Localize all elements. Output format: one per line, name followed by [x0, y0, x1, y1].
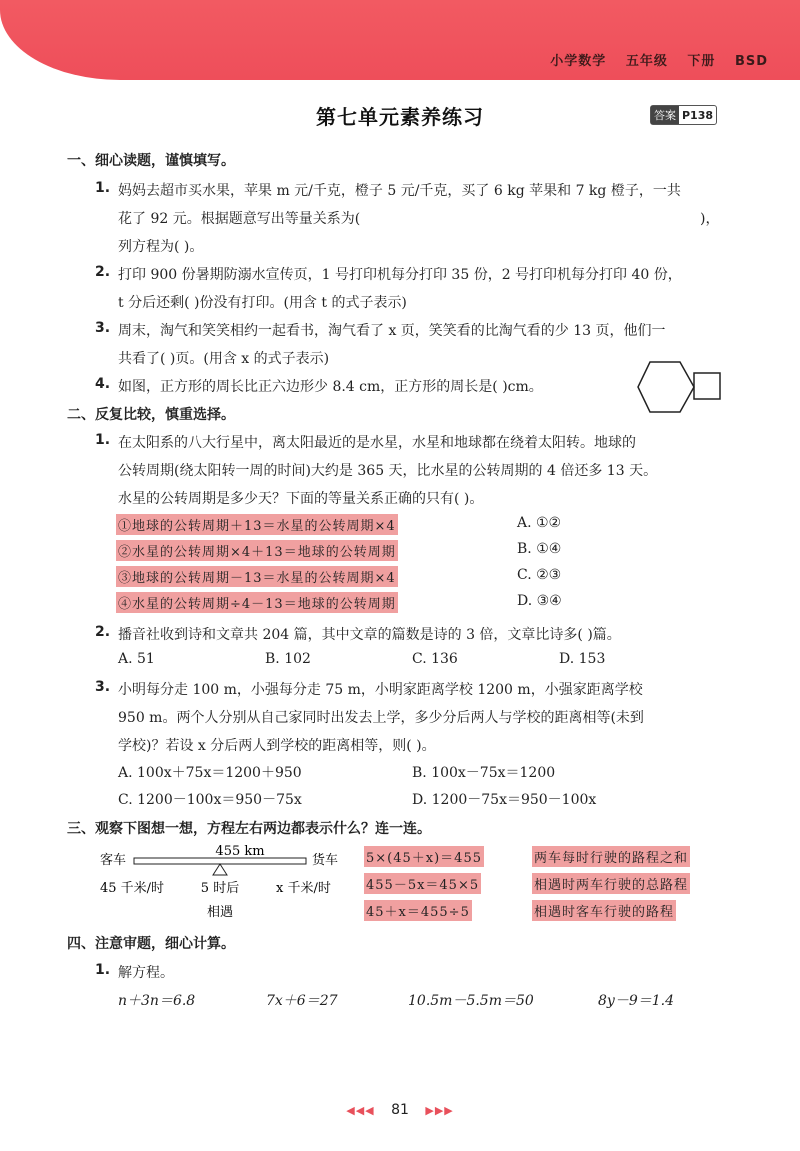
- q1-4-line-1: 如图，正方形的周长比正六边形少 8.4 cm，正方形的周长是( )cm。: [118, 379, 543, 395]
- distance-label: 455 km: [215, 844, 265, 859]
- q1-3-line-1: 周末，淘气和笑笑相约一起看书，淘气看了 x 页，笑笑看的比淘气看的少 13 页，他们一: [118, 323, 666, 339]
- q1-3-number: 3.: [95, 320, 111, 336]
- header-meta: [536, 50, 768, 69]
- q2-2-option-a[interactable]: A. 51: [118, 651, 155, 667]
- solve-eq-2: 7x＋6＝27: [266, 993, 338, 1009]
- q2-3-option-c[interactable]: C. 1200－100x＝950－75x: [118, 792, 302, 808]
- solve-eq-4: 8y－9＝1.4: [598, 993, 674, 1009]
- choice-d[interactable]: D. ③④: [517, 593, 562, 609]
- q1-2-line-2: t 分后还剩( )份没有打印。(用含 t 的式子表示): [118, 295, 407, 311]
- bus-label: 客车: [100, 853, 127, 868]
- meaning-1[interactable]: 两车每时行驶的路程之和: [532, 846, 690, 867]
- equation-2[interactable]: 455－5x＝45×5: [364, 873, 481, 894]
- relation-4: ④水星的公转周期÷4－13＝地球的公转周期: [116, 592, 398, 613]
- q1-4-number: 4.: [95, 376, 111, 392]
- choice-a[interactable]: A. ①②: [517, 515, 562, 531]
- q2-1-number: 1.: [95, 432, 111, 448]
- next-arrows-icon: ▶▶▶: [425, 1104, 454, 1117]
- q1-1-line-1: 妈妈去超市买水果，苹果 m 元/千克，橙子 5 元/千克，买了 6 kg 苹果和 7 kg 橙子，一共: [118, 183, 681, 199]
- q2-1-line-1: 在太阳系的八大行星中，离太阳最近的是水星，水星和地球都在绕着太阳转。地球的: [118, 435, 636, 451]
- relation-3: ③地球的公转周期－13＝水星的公转周期×4: [116, 566, 398, 587]
- q1-1-number: 1.: [95, 180, 111, 196]
- subject-label: 小学数学: [550, 54, 607, 69]
- equation-3[interactable]: 45＋x＝455÷5: [364, 900, 472, 921]
- q2-3-option-a[interactable]: A. 100x＋75x＝1200＋950: [118, 765, 302, 781]
- q1-1-line-2: 花了 92 元。根据题意写出等量关系为(: [118, 211, 361, 227]
- section-3-heading: 三、观察下图想一想，方程左右两边都表示什么？连一连。: [67, 821, 431, 837]
- truck-speed-label: x 千米/时: [276, 881, 331, 896]
- choice-b[interactable]: B. ①④: [517, 541, 562, 557]
- time-label: 5 时后: [200, 881, 240, 896]
- answer-label: 答案: [651, 106, 679, 124]
- relation-1: ①地球的公转周期＋13＝水星的公转周期×4: [116, 514, 398, 535]
- relation-2: ②水星的公转周期×4＋13＝地球的公转周期: [116, 540, 398, 561]
- q1-1-line-3: 列方程为( )。: [118, 239, 204, 255]
- meet-label: 相遇: [206, 905, 234, 920]
- choice-c[interactable]: C. ②③: [517, 567, 562, 583]
- answer-badge[interactable]: [650, 105, 717, 125]
- solve-eq-1: n＋3n＝6.8: [118, 993, 196, 1009]
- q1-2-line-1: 打印 900 份暑期防溺水宣传页，1 号打印机每分打印 35 份，2 号打印机每分打印 40 份，: [118, 267, 682, 283]
- page-footer: [0, 1102, 800, 1118]
- q2-3-option-b[interactable]: B. 100x－75x＝1200: [412, 765, 556, 781]
- answer-page: P138: [682, 108, 714, 122]
- q2-2-number: 2.: [95, 624, 111, 640]
- q4-1-line-1: 解方程。: [118, 965, 174, 981]
- page-number: 81: [391, 1102, 409, 1118]
- q2-2-line-1: 播音社收到诗和文章共 204 篇，其中文章的篇数是诗的 3 倍，文章比诗多( )篇。: [118, 627, 621, 643]
- meeting-point-marker: [213, 864, 227, 875]
- section-4-heading: 四、注意审题，细心计算。: [67, 936, 235, 952]
- q4-1-number: 1.: [95, 962, 111, 978]
- q2-3-option-d[interactable]: D. 1200－75x＝950－100x: [412, 792, 597, 808]
- q1-2-number: 2.: [95, 264, 111, 280]
- q2-1-line-3: 水星的公转周期是多少天？下面的等量关系正确的只有( )。: [118, 491, 484, 507]
- section-1-heading: 一、细心读题，谨慎填写。: [67, 153, 235, 169]
- prev-arrows-icon: ◀◀◀: [346, 1104, 375, 1117]
- meaning-2[interactable]: 相遇时两车行驶的总路程: [532, 873, 690, 894]
- q2-2-option-b[interactable]: B. 102: [265, 651, 311, 667]
- bus-speed-label: 45 千米/时: [100, 881, 165, 896]
- q2-3-line-3: 学校)？若设 x 分后两人到学校的距离相等，则( )。: [118, 738, 436, 754]
- equation-1[interactable]: 5×(45＋x)＝455: [364, 846, 484, 867]
- meeting-diagram: [100, 842, 360, 922]
- q2-3-line-2: 950 m。两个人分别从自己家同时出发去上学，多少分后两人与学校的距离相等(未到: [118, 710, 644, 726]
- section-2-heading: 二、反复比较，慎重选择。: [67, 407, 235, 423]
- q2-2-option-d[interactable]: D. 153: [559, 651, 606, 667]
- page-title: 第七单元素养练习: [316, 105, 484, 129]
- hexagon-shape: [638, 362, 694, 412]
- solve-eq-3: 10.5m－5.5m＝50: [408, 993, 534, 1009]
- square-shape: [694, 373, 720, 399]
- q2-3-number: 3.: [95, 679, 111, 695]
- q2-2-option-c[interactable]: C. 136: [412, 651, 458, 667]
- q2-1-line-2: 公转周期(绕太阳转一周的时间)大约是 365 天，比水星的公转周期的 4 倍还多 13 天。: [118, 463, 658, 479]
- term-label: 下册: [687, 54, 716, 69]
- edition-label: BSD: [734, 54, 768, 69]
- truck-label: 货车: [312, 853, 339, 868]
- q1-3-line-2: 共看了( )页。(用含 x 的式子表示): [118, 351, 330, 367]
- hexagon-square-figure: [636, 360, 726, 416]
- q1-1-line-2-end: )，: [700, 211, 720, 227]
- meaning-3[interactable]: 相遇时客车行驶的路程: [532, 900, 676, 921]
- grade-label: 五年级: [625, 54, 668, 69]
- q2-3-line-1: 小明每分走 100 m，小强每分走 75 m，小明家距离学校 1200 m，小强家距离学校: [118, 682, 643, 698]
